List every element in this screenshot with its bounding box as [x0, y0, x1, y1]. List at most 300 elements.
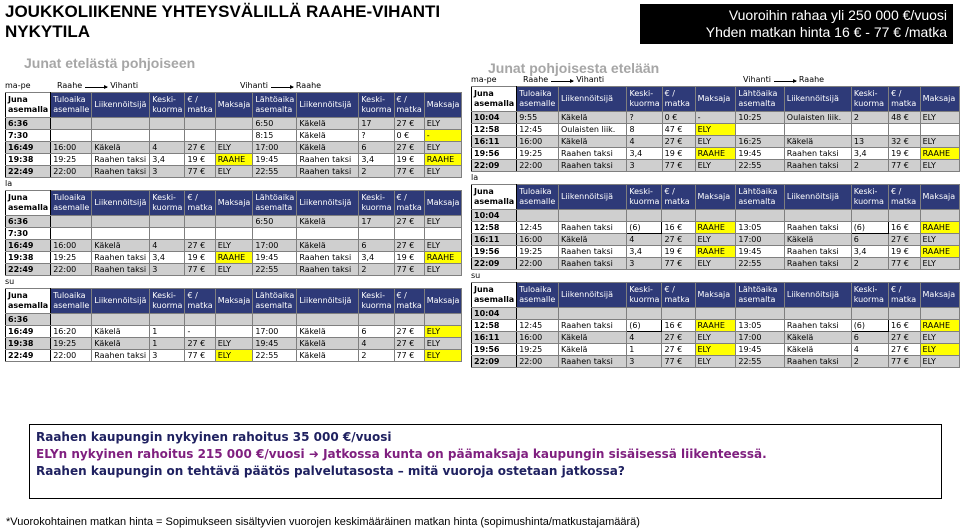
table-cell: 8:15 — [253, 130, 297, 142]
table-cell: ? — [627, 112, 662, 124]
header-cell: Juna asemalla — [6, 93, 51, 118]
table-cell: 27 € — [888, 234, 920, 246]
table-cell: Käkelä — [297, 216, 359, 228]
table-cell: Raahen taksi — [92, 154, 150, 166]
table-cell — [92, 118, 150, 130]
table-cell: 6 — [851, 332, 888, 344]
table-cell: 17:00 — [736, 234, 785, 246]
train-time-cell: 10:04 — [472, 210, 517, 222]
direction-a-from: Raahe — [57, 81, 83, 90]
table-cell: 12:45 — [517, 124, 559, 136]
header-cell: Maksaja — [215, 93, 253, 118]
table-row — [472, 136, 960, 148]
train-time-cell: 19:38 — [6, 252, 51, 264]
table-cell — [662, 210, 695, 222]
table-cell — [851, 124, 888, 136]
table-cell: Raahen taksi — [558, 148, 627, 160]
table-cell: ELY — [695, 124, 736, 136]
table-cell: ELY — [920, 234, 959, 246]
table-cell: ELY — [920, 332, 959, 344]
table-cell: 12:45 — [517, 222, 559, 234]
funding-banner-line1: Vuoroihin rahaa yli 250 000 €/vuosi — [728, 7, 947, 23]
header-cell: Liikennöitsijä — [92, 191, 150, 216]
table-cell: Käkelä — [558, 344, 626, 356]
table-cell: 17:00 — [736, 332, 785, 344]
table-cell: ELY — [215, 240, 253, 252]
table-cell: Raahen taksi — [558, 222, 626, 234]
table-cell: 19:25 — [517, 344, 559, 356]
header-cell: € / matka — [185, 93, 215, 118]
table-header-row — [6, 191, 462, 216]
table-cell: 3,4 — [359, 154, 394, 166]
header-cell: Keski-kuorma — [627, 87, 662, 112]
table-cell: 4 — [359, 338, 394, 350]
table-cell: 0 € — [394, 130, 424, 142]
day-label: su — [471, 271, 481, 280]
table-cell: Käkelä — [92, 240, 150, 252]
header-cell: Keski-kuorma — [627, 283, 662, 308]
table-cell: (6) — [851, 222, 888, 234]
table-cell: ELY — [695, 356, 736, 368]
table-cell: ELY — [920, 160, 959, 172]
table-cell: ELY — [215, 350, 253, 362]
header-cell: Maksaja — [920, 185, 959, 210]
table-cell — [394, 314, 424, 326]
table-cell: 3,4 — [150, 154, 185, 166]
table-cell: ? — [359, 130, 394, 142]
train-time-cell: 16:49 — [6, 240, 51, 252]
train-time-cell: 22:09 — [472, 258, 517, 270]
direction-a — [57, 80, 138, 92]
table-cell: ELY — [695, 332, 736, 344]
table-cell — [920, 210, 959, 222]
table-row — [6, 216, 462, 228]
header-cell: € / matka — [662, 87, 695, 112]
table-cell — [185, 130, 215, 142]
table-cell: 22:55 — [253, 166, 297, 178]
table-cell: ELY — [424, 326, 462, 338]
table-cell: 4 — [627, 136, 662, 148]
table-cell: ELY — [695, 234, 736, 246]
table-cell: 19:45 — [253, 338, 297, 350]
table-cell: 32 € — [889, 136, 921, 148]
table-cell: Käkelä — [297, 326, 359, 338]
header-cell: Juna asemalla — [6, 289, 51, 314]
table-cell: 2 — [359, 264, 394, 276]
header-cell: Juna asemalla — [472, 87, 517, 112]
table-cell: 22:00 — [517, 258, 559, 270]
train-time-cell: 22:49 — [6, 264, 51, 276]
header-cell: Lähtöaika asemalta — [736, 185, 785, 210]
table-cell: 13:05 — [736, 222, 785, 234]
table-cell: 17 — [359, 216, 394, 228]
table-cell: ELY — [920, 112, 959, 124]
table-cell: 6 — [359, 240, 394, 252]
table-cell: Raahen taksi — [297, 264, 359, 276]
table-row — [6, 252, 462, 264]
header-cell: Juna asemalla — [472, 283, 517, 308]
table-cell: Raahen taksi — [92, 166, 150, 178]
table-cell: 19 € — [185, 252, 215, 264]
south-north-heading: Junat etelästä pohjoiseen — [24, 55, 196, 71]
header-cell: Keski-kuorma — [851, 87, 888, 112]
table-cell: 2 — [851, 160, 888, 172]
info-line-city: Raahen kaupungin nykyinen rahoitus 35 000 €/vuosi — [36, 430, 392, 444]
table-cell: Käkelä — [297, 130, 359, 142]
table-row — [472, 344, 960, 356]
day-row — [471, 172, 960, 184]
table-cell: 27 € — [394, 326, 424, 338]
table-cell: 22:00 — [517, 356, 559, 368]
table-cell: RAAHE — [215, 252, 253, 264]
direction-a-to: Vihanti — [576, 75, 605, 84]
table-cell: 17:00 — [253, 240, 297, 252]
table-cell: 27 € — [394, 142, 424, 154]
table-header-row — [6, 93, 462, 118]
info-future-text: Jatkossa kunta on päämaksaja kaupungin sisäisessä liikenteessä. — [323, 447, 767, 461]
table-cell: 16:00 — [51, 240, 92, 252]
table-cell — [297, 228, 359, 240]
table-row — [472, 160, 960, 172]
header-cell: Lähtöaika asemalta — [736, 283, 785, 308]
table-cell: 77 € — [662, 258, 695, 270]
table-cell: ELY — [920, 136, 959, 148]
table-row — [472, 148, 960, 160]
table-cell: 16:00 — [517, 234, 559, 246]
direction-b — [743, 74, 824, 86]
header-cell: Keski-kuorma — [851, 283, 888, 308]
table-cell — [662, 308, 695, 320]
table-cell: Käkelä — [558, 112, 627, 124]
day-row — [5, 80, 462, 92]
table-cell — [627, 308, 662, 320]
table-cell: Raahen taksi — [92, 264, 150, 276]
header-cell: € / matka — [394, 93, 424, 118]
table-cell: 6 — [851, 234, 888, 246]
table-cell: ELY — [424, 118, 462, 130]
table-cell: Raahen taksi — [92, 350, 150, 362]
train-time-cell: 16:11 — [472, 234, 517, 246]
header-cell: Juna asemalla — [472, 185, 517, 210]
table-cell: Raahen taksi — [784, 148, 851, 160]
train-time-cell: 19:56 — [472, 246, 517, 258]
table-cell — [185, 216, 215, 228]
funding-banner-line2: Yhden matkan hinta 16 € - 77 € /matka — [705, 24, 947, 40]
table-cell: 3,4 — [851, 246, 888, 258]
table-cell — [888, 308, 920, 320]
table-cell — [424, 228, 462, 240]
table-cell: 13 — [851, 136, 888, 148]
table-cell: 16 € — [662, 320, 695, 332]
table-cell: Raahen taksi — [558, 356, 626, 368]
funding-info-box — [29, 424, 942, 499]
table-cell: 16:25 — [736, 136, 784, 148]
table-cell: Raahen taksi — [558, 258, 626, 270]
south-north-timetable — [5, 80, 462, 362]
table-row — [472, 112, 960, 124]
table-row — [472, 356, 960, 368]
header-cell: Lähtöaika asemalta — [253, 191, 297, 216]
table-cell: RAAHE — [920, 222, 959, 234]
train-time-cell: 7:30 — [6, 228, 51, 240]
table-cell: 47 € — [662, 124, 695, 136]
table-cell — [784, 308, 851, 320]
table-cell — [359, 314, 394, 326]
day-row — [471, 270, 960, 282]
header-cell: Liikennöitsijä — [558, 185, 626, 210]
table-cell: 4 — [627, 234, 662, 246]
table-cell: ELY — [215, 142, 253, 154]
header-cell: € / matka — [662, 185, 695, 210]
header-cell: Lähtöaika asemalta — [253, 289, 297, 314]
table-header-row — [472, 283, 960, 308]
table-cell — [215, 326, 253, 338]
table-cell — [736, 210, 785, 222]
table-cell — [920, 308, 959, 320]
table-cell: 3,4 — [627, 246, 662, 258]
table-row — [6, 154, 462, 166]
table-row — [6, 166, 462, 178]
header-cell: € / matka — [888, 283, 920, 308]
table-cell — [51, 228, 92, 240]
table-cell: Oulaisten liik. — [558, 124, 627, 136]
header-cell: € / matka — [394, 191, 424, 216]
table-cell: ELY — [424, 142, 462, 154]
table-cell: (6) — [851, 320, 888, 332]
table-cell: 8 — [627, 124, 662, 136]
table-row — [6, 264, 462, 276]
day-label: ma-pe — [471, 75, 497, 84]
table-cell: ELY — [920, 258, 959, 270]
table-cell: 19:25 — [51, 338, 92, 350]
table-row — [472, 246, 960, 258]
direction-b-from: Vihanti — [743, 75, 771, 84]
table-cell: Raahen taksi — [558, 160, 627, 172]
direction-a — [523, 74, 604, 86]
table-cell — [51, 130, 92, 142]
train-time-cell: 16:49 — [6, 142, 51, 154]
train-time-cell: 22:09 — [472, 356, 517, 368]
table-cell: 3 — [150, 166, 185, 178]
table-cell: 19:25 — [517, 246, 559, 258]
direction-b-to: Raahe — [295, 81, 322, 90]
table-cell: 3,4 — [150, 252, 185, 264]
train-time-cell: 19:38 — [6, 338, 51, 350]
table-cell: RAAHE — [920, 148, 959, 160]
table-cell: 19 € — [185, 154, 215, 166]
table-cell: Käkelä — [558, 234, 626, 246]
timetable-la — [5, 190, 462, 276]
table-cell: 0 € — [662, 112, 695, 124]
header-cell: Liikennöitsijä — [297, 93, 359, 118]
table-cell — [150, 130, 185, 142]
timetable-su — [5, 288, 462, 362]
day-label: su — [5, 277, 15, 286]
table-cell — [889, 124, 921, 136]
table-cell: Raahen taksi — [784, 222, 851, 234]
table-row — [472, 210, 960, 222]
table-cell — [920, 124, 959, 136]
north-south-heading: Junat pohjoisesta etelään — [488, 60, 660, 76]
table-cell: 48 € — [889, 112, 921, 124]
table-cell: 27 € — [662, 344, 695, 356]
table-header-row — [472, 185, 960, 210]
table-cell: RAAHE — [695, 320, 736, 332]
table-cell: 4 — [851, 344, 888, 356]
table-cell: ELY — [695, 344, 736, 356]
table-cell — [558, 308, 626, 320]
header-cell: Maksaja — [695, 185, 736, 210]
table-cell: Käkelä — [92, 326, 150, 338]
table-cell — [51, 118, 92, 130]
header-cell: Keski-kuorma — [851, 185, 888, 210]
table-cell: ELY — [695, 258, 736, 270]
table-cell: 16:00 — [51, 142, 92, 154]
table-cell: ELY — [215, 166, 253, 178]
table-cell — [736, 124, 784, 136]
header-cell: Liikennöitsijä — [92, 289, 150, 314]
table-cell: 16:00 — [517, 332, 559, 344]
table-cell: 27 € — [662, 234, 695, 246]
table-cell: 27 € — [185, 240, 215, 252]
train-time-cell: 22:49 — [6, 350, 51, 362]
table-cell — [51, 314, 92, 326]
table-row — [472, 234, 960, 246]
table-cell — [92, 314, 150, 326]
table-cell: Käkelä — [784, 234, 851, 246]
table-cell: 6 — [359, 326, 394, 338]
table-cell: Käkelä — [297, 240, 359, 252]
table-cell: Raahen taksi — [558, 320, 626, 332]
table-cell: 77 € — [662, 356, 695, 368]
direction-b — [240, 80, 321, 92]
table-cell: Käkelä — [92, 338, 150, 350]
table-cell: Käkelä — [297, 350, 359, 362]
table-cell: RAAHE — [695, 222, 736, 234]
header-cell: Liikennöitsijä — [558, 87, 627, 112]
table-cell: Raahen taksi — [297, 166, 359, 178]
table-cell: 22:00 — [51, 264, 92, 276]
table-cell: 22:55 — [253, 264, 297, 276]
table-cell: ELY — [424, 264, 462, 276]
table-cell: 27 € — [662, 332, 695, 344]
table-cell: 2 — [359, 350, 394, 362]
table-cell: 19 € — [889, 148, 921, 160]
table-cell — [558, 210, 626, 222]
header-cell: Liikennöitsijä — [784, 283, 851, 308]
table-header-row — [472, 87, 960, 112]
direction-a-to: Vihanti — [110, 81, 139, 90]
table-cell: 3 — [627, 160, 662, 172]
train-time-cell: 10:04 — [472, 112, 517, 124]
table-cell — [784, 210, 851, 222]
info-line-ely — [36, 446, 941, 463]
table-cell: 27 € — [394, 338, 424, 350]
table-cell: 16:20 — [51, 326, 92, 338]
table-cell: Raahen taksi — [297, 252, 359, 264]
train-time-cell: 16:49 — [6, 326, 51, 338]
table-cell: 19 € — [394, 252, 424, 264]
header-cell: Tuloaika asemalle — [517, 283, 559, 308]
table-cell: 77 € — [888, 258, 920, 270]
table-cell: 22:55 — [736, 356, 785, 368]
header-cell: € / matka — [394, 289, 424, 314]
table-row — [472, 320, 960, 332]
train-time-cell: 19:56 — [472, 344, 517, 356]
header-cell: Liikennöitsijä — [297, 191, 359, 216]
table-cell: - — [424, 130, 462, 142]
header-cell: Liikennöitsijä — [297, 289, 359, 314]
header-cell: Maksaja — [920, 87, 959, 112]
table-cell: 17:00 — [253, 142, 297, 154]
header-cell: Tuloaika asemalle — [51, 289, 92, 314]
train-time-cell: 7:30 — [6, 130, 51, 142]
table-cell: Raahen taksi — [784, 356, 851, 368]
table-cell: RAAHE — [920, 320, 959, 332]
table-cell — [51, 216, 92, 228]
header-cell: Maksaja — [424, 289, 462, 314]
train-time-cell: 12:58 — [472, 124, 517, 136]
header-cell: € / matka — [185, 191, 215, 216]
table-cell: ELY — [424, 350, 462, 362]
table-cell — [185, 228, 215, 240]
table-cell: 22:00 — [51, 350, 92, 362]
arrow-right-icon — [774, 81, 796, 82]
header-cell: Tuloaika asemalle — [517, 87, 559, 112]
table-cell: 2 — [851, 112, 888, 124]
table-cell — [185, 118, 215, 130]
header-cell: Keski-kuorma — [359, 191, 394, 216]
table-cell: 19 € — [662, 246, 695, 258]
table-cell — [424, 314, 462, 326]
table-cell: 4 — [627, 332, 662, 344]
train-time-cell: 19:56 — [472, 148, 517, 160]
header-cell: Maksaja — [215, 289, 253, 314]
table-row — [472, 258, 960, 270]
table-cell: 6 — [359, 142, 394, 154]
table-cell: 17:00 — [253, 326, 297, 338]
table-cell — [851, 210, 888, 222]
header-cell: Maksaja — [424, 93, 462, 118]
timetable-mape — [5, 92, 462, 178]
table-cell: 27 € — [185, 142, 215, 154]
header-cell: Keski-kuorma — [359, 93, 394, 118]
table-cell: 12:45 — [517, 320, 559, 332]
table-cell — [517, 308, 559, 320]
table-row — [472, 222, 960, 234]
table-cell: Raahen taksi — [784, 246, 851, 258]
table-cell: ELY — [695, 160, 736, 172]
table-cell: Raahen taksi — [784, 160, 851, 172]
table-cell: 1 — [150, 338, 185, 350]
train-time-cell: 10:04 — [472, 308, 517, 320]
direction-b-from: Vihanti — [240, 81, 268, 90]
header-cell: Juna asemalla — [6, 191, 51, 216]
table-cell — [297, 314, 359, 326]
table-cell: 27 € — [662, 136, 695, 148]
table-cell: 77 € — [394, 166, 424, 178]
table-cell: 22:00 — [51, 166, 92, 178]
header-cell: Maksaja — [695, 283, 736, 308]
table-cell — [215, 228, 253, 240]
train-time-cell: 6:36 — [6, 216, 51, 228]
header-cell: Keski-kuorma — [359, 289, 394, 314]
table-cell: 22:00 — [517, 160, 559, 172]
header-cell: Lähtöaika asemalta — [253, 93, 297, 118]
header-cell: Maksaja — [424, 191, 462, 216]
train-time-cell: 19:38 — [6, 154, 51, 166]
table-row — [6, 142, 462, 154]
